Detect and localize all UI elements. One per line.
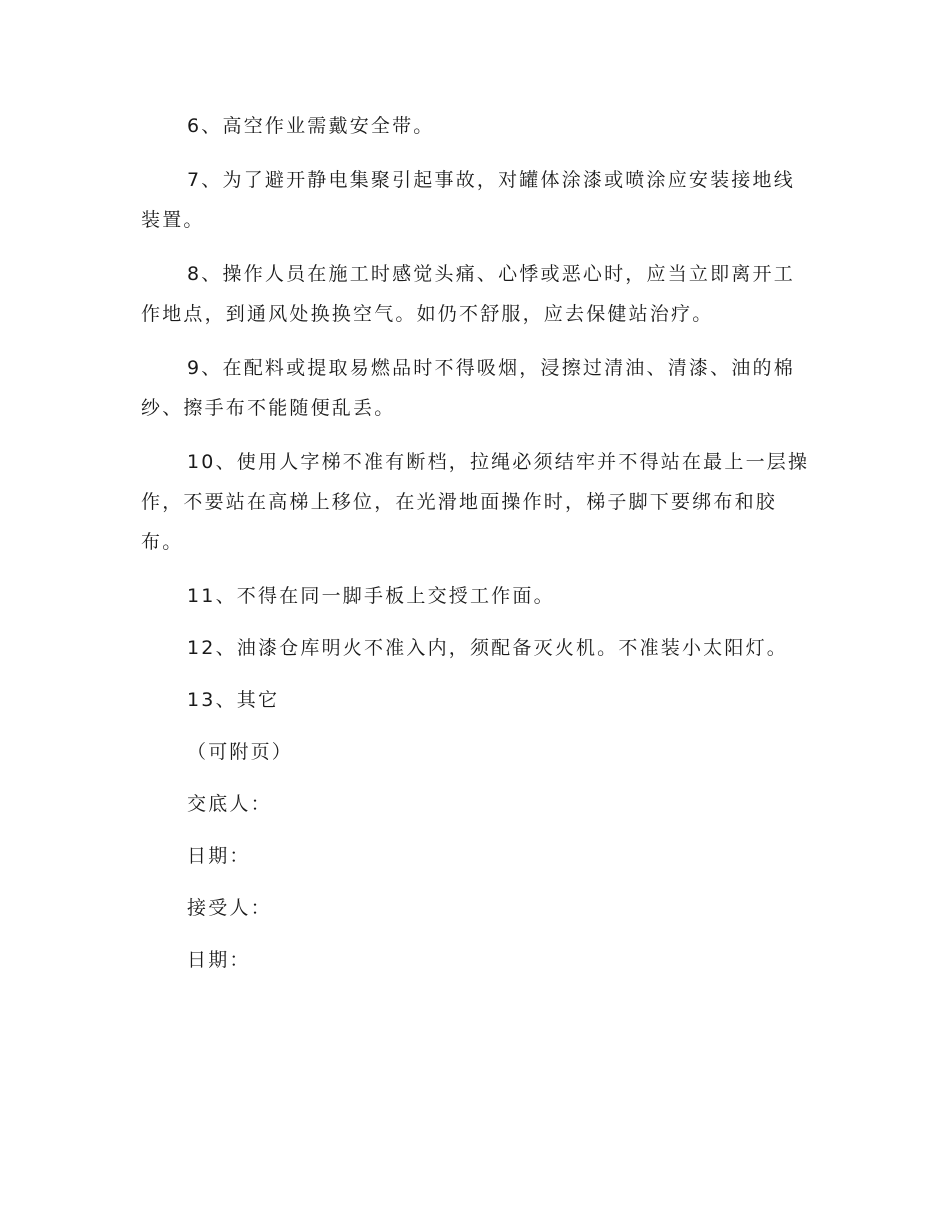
- paragraph-item-13: 13、其它: [187, 689, 280, 711]
- paragraph-item-11: 11、不得在同一脚手板上交授工作面。: [187, 585, 555, 607]
- paragraph-item-9: 9、在配料或提取易燃品时不得吸烟，浸擦过清油、清漆、油的棉纱、擦手布不能随便乱丢。: [141, 357, 795, 419]
- paragraph-item-10: 10、使用人字梯不准有断档，拉绳必须结牢并不得站在最上一层操作，不要站在高梯上移位，在光滑地面操作时，梯子脚下要绑布和胶布。: [141, 451, 810, 553]
- handover-date-label: 日期：: [187, 845, 251, 867]
- handover-person-label: 交底人：: [187, 793, 272, 815]
- paragraph-item-7: 7、为了避开静电集聚引起事故，对罐体涂漆或喷涂应安装接地线装置。: [141, 169, 795, 231]
- receiver-person-label: 接受人：: [187, 897, 272, 919]
- paragraph-item-6: 6、高空作业需戴安全带。: [187, 115, 435, 137]
- receiver-date-label: 日期：: [187, 949, 251, 971]
- attachment-note: （可附页）: [187, 741, 294, 763]
- paragraph-item-8: 8、操作人员在施工时感觉头痛、心悸或恶心时，应当立即离开工作地点，到通风处换换空气。如仍不舒服，应去保健站治疗。: [141, 263, 795, 325]
- signature-block: [141, 784, 811, 980]
- document-page: [141, 106, 811, 992]
- paragraph-item-12: 12、油漆仓库明火不准入内，须配备灭火机。不准装小太阳灯。: [187, 637, 788, 659]
